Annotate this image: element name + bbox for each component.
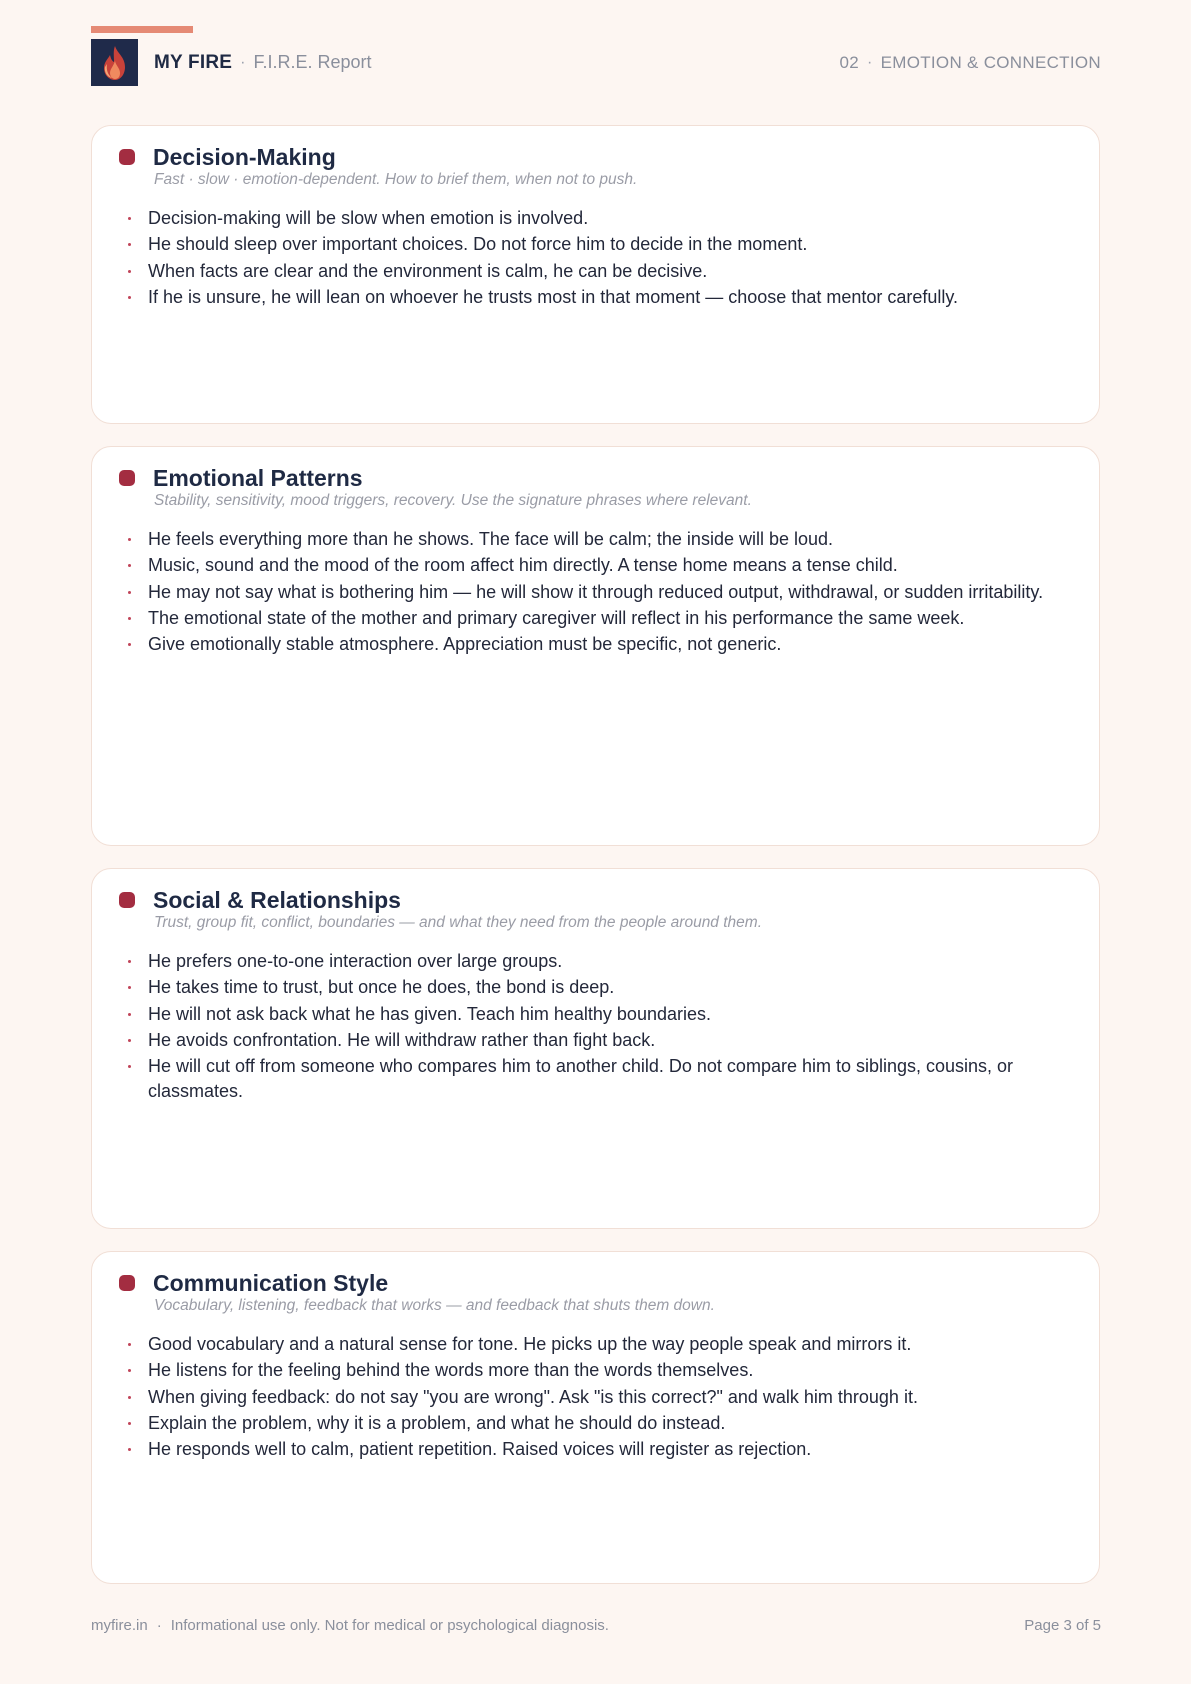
list-item: He responds well to calm, patient repetition. Raised voices will register as rejection. [126, 1437, 1069, 1462]
card-decision-making [91, 125, 1100, 424]
list-item: He avoids confrontation. He will withdraw rather than fight back. [126, 1028, 1069, 1053]
list-item: When giving feedback: do not say "you are wrong". Ask "is this correct?" and walk him through it. [126, 1385, 1069, 1410]
footer-site: myfire.in [91, 1617, 148, 1634]
footer-separator: · [156, 1617, 162, 1634]
section-marker-icon [119, 892, 135, 908]
card-heading [119, 142, 336, 172]
card-communication-style [91, 1251, 1100, 1584]
list-item: Give emotionally stable atmosphere. Appreciation must be specific, not generic. [126, 632, 1069, 657]
list-item: If he is unsure, he will lean on whoever he trusts most in that moment — choose that mentor carefully. [126, 285, 1069, 310]
card-title: Social & Relationships [153, 887, 401, 913]
section-name: EMOTION & CONNECTION [880, 52, 1101, 72]
card-title: Communication Style [153, 1270, 389, 1296]
section-marker-icon [119, 1275, 135, 1291]
card-title: Decision-Making [153, 144, 336, 170]
brand-name: MY FIRE [154, 51, 233, 73]
card-heading [119, 463, 363, 493]
list-item: He will cut off from someone who compares him to another child. Do not compare him to siblings, cousins, or classmates. [126, 1054, 1069, 1104]
list-item: He may not say what is bothering him — he will show it through reduced output, withdrawal, or sudden irritability. [126, 580, 1069, 605]
list-item: Explain the problem, why it is a problem, and what he should do instead. [126, 1411, 1069, 1436]
section-label [839, 53, 1101, 73]
list-item: The emotional state of the mother and primary caregiver will reflect in his performance the same week. [126, 606, 1069, 631]
card-emotional-patterns [91, 446, 1100, 846]
card-subtitle: Trust, group fit, conflict, boundaries — and what they need from the people around them. [154, 914, 763, 931]
list-item: He feels everything more than he shows. The face will be calm; the inside will be loud. [126, 527, 1069, 552]
section-number: 02 [839, 52, 859, 72]
section-separator: · [866, 53, 873, 71]
card-social-relationships [91, 868, 1100, 1229]
card-subtitle: Vocabulary, listening, feedback that works — and feedback that shuts them down. [154, 1297, 715, 1314]
list-item: He should sleep over important choices. Do not force him to decide in the moment. [126, 232, 1069, 257]
list-item: He will not ask back what he has given. Teach him healthy boundaries. [126, 1002, 1069, 1027]
card-subtitle: Fast · slow · emotion-dependent. How to brief them, when not to push. [154, 171, 638, 188]
card-title: Emotional Patterns [153, 465, 363, 491]
section-marker-icon [119, 470, 135, 486]
card-list [126, 1332, 1069, 1463]
list-item: Good vocabulary and a natural sense for tone. He picks up the way people speak and mirrors it. [126, 1332, 1069, 1357]
footer-disclaimer: Informational use only. Not for medical or psychological diagnosis. [170, 1617, 609, 1634]
page-header [91, 39, 1101, 86]
header-accent-bar [91, 26, 193, 33]
card-subtitle: Stability, sensitivity, mood triggers, recovery. Use the signature phrases where relevant. [154, 492, 752, 509]
report-title: F.I.R.E. Report [253, 52, 372, 72]
card-list [126, 949, 1069, 1105]
list-item: When facts are clear and the environment is calm, he can be decisive. [126, 259, 1069, 284]
header-separator: · [240, 53, 246, 71]
list-item: Decision-making will be slow when emotion is involved. [126, 206, 1069, 231]
page-footer [91, 1617, 1101, 1634]
card-list [126, 206, 1069, 311]
flame-icon [91, 39, 138, 86]
section-marker-icon [119, 149, 135, 165]
list-item: Music, sound and the mood of the room affect him directly. A tense home means a tense child. [126, 553, 1069, 578]
list-item: He takes time to trust, but once he does, the bond is deep. [126, 975, 1069, 1000]
list-item: He listens for the feeling behind the words more than the words themselves. [126, 1358, 1069, 1383]
list-item: He prefers one-to-one interaction over large groups. [126, 949, 1069, 974]
card-list [126, 527, 1069, 658]
card-heading [119, 1268, 388, 1298]
card-heading [119, 885, 401, 915]
page-number: Page 3 of 5 [1024, 1617, 1101, 1634]
